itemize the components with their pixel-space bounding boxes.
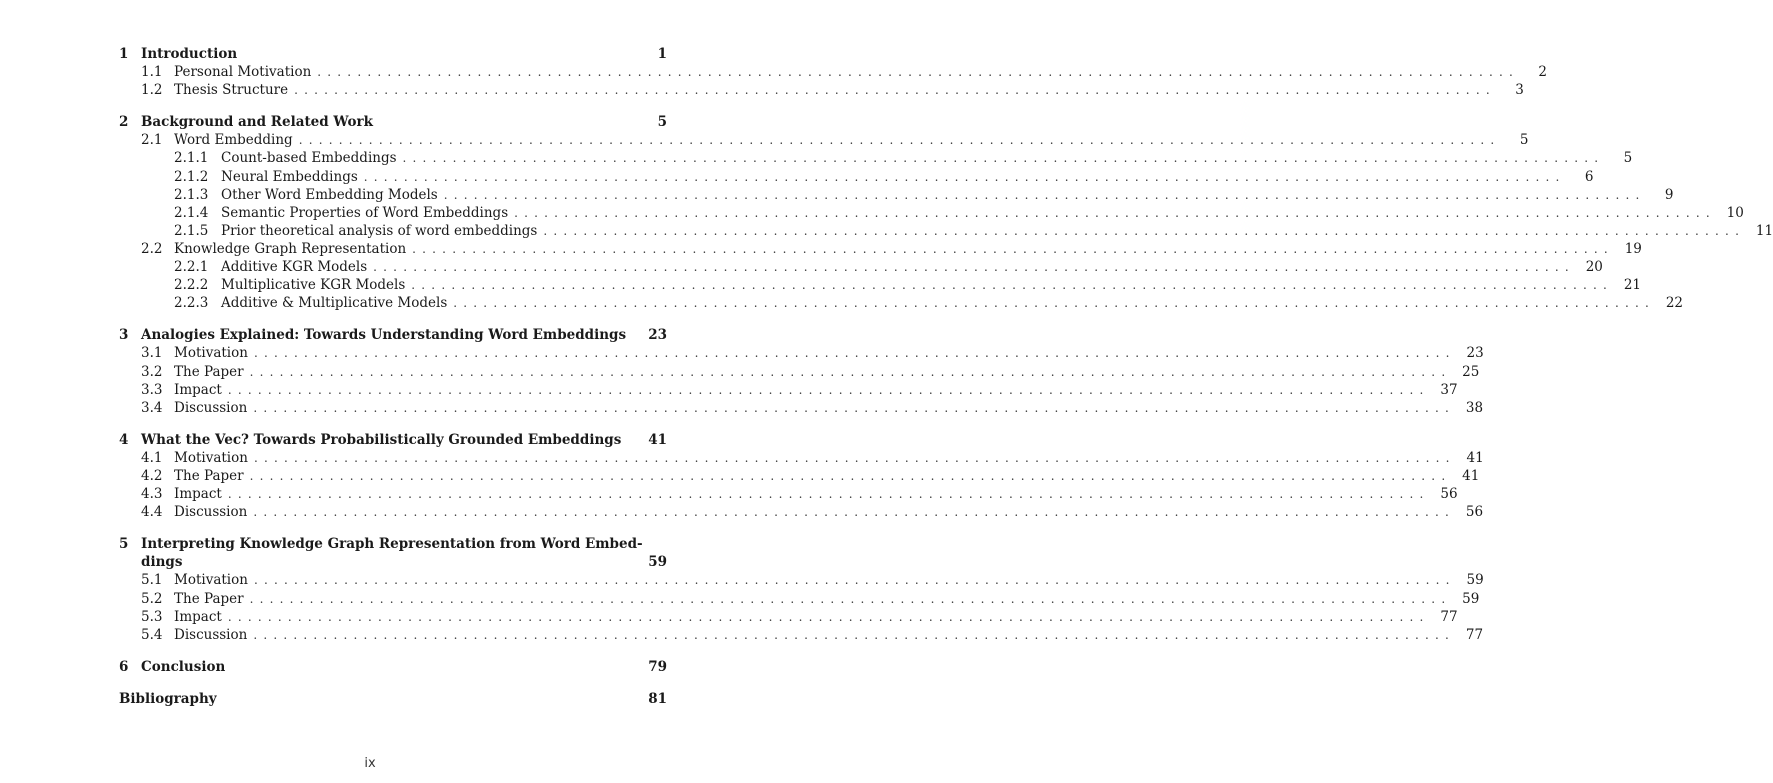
dot-leader: ........................................................................................................................ [253, 505, 1456, 520]
subsection-number: 2.1.1 [174, 150, 209, 167]
page-number: 23 [648, 327, 667, 344]
section-title: Motivation [174, 572, 248, 589]
dot-leader: ........................................................................................................................ [249, 468, 1452, 483]
page-number: 21 [1623, 277, 1642, 294]
chapter-title-line1: Interpreting Knowledge Graph Representation from Word Embed- [141, 536, 643, 553]
dot-leader: ........................................................................................................................ [412, 241, 1614, 256]
section-title: Motivation [174, 345, 248, 362]
chapter-6 [119, 658, 667, 676]
dot-leader: ........................................................................................................................ [253, 400, 1456, 415]
page-number: 59 [1466, 572, 1484, 589]
page-number: 6 [1584, 168, 1594, 185]
toc-section-entry[interactable] [119, 571, 1484, 589]
dot-leader: ........................................................................................................................ [317, 65, 1519, 80]
chapter-number: 4 [119, 431, 129, 448]
toc-chapter-entry[interactable] [119, 326, 667, 344]
dot-leader: ........................................................................................................................ [363, 169, 1566, 184]
page-number: 77 [1465, 626, 1484, 643]
page-number: 25 [1462, 363, 1480, 380]
page-number: 10 [1726, 204, 1744, 221]
toc-section-entry[interactable] [119, 503, 1484, 521]
dot-leader: ........................................................................................................................ [411, 278, 1614, 293]
toc-section-entry[interactable] [119, 399, 1484, 417]
dot-leader: ........................................................................................................................ [249, 591, 1452, 606]
dot-leader: ........................................................................................................................ [253, 450, 1456, 465]
toc-section-entry[interactable] [119, 449, 1484, 467]
subsection-title: Neural Embeddings [221, 168, 358, 185]
dot-leader: ........................................................................................................................ [249, 364, 1452, 379]
page-number: 20 [1585, 259, 1603, 276]
subsection-title: Prior theoretical analysis of word embeddings [221, 222, 538, 239]
subsection-number: 2.2.3 [174, 295, 209, 312]
dot-leader: ........................................................................................................................ [443, 187, 1646, 202]
page-number: 38 [1465, 399, 1484, 416]
page-number: 11 [1755, 222, 1773, 239]
chapter-title: Conclusion [141, 658, 226, 675]
page-number: 1 [657, 46, 667, 62]
page-number: 59 [1462, 590, 1480, 607]
page-number: 41 [1466, 449, 1484, 466]
subsection-title: Multiplicative KGR Models [221, 277, 406, 294]
dot-leader: ........................................................................................................................ [227, 382, 1430, 397]
section-title: Personal Motivation [174, 64, 312, 81]
chapter-2 [119, 113, 1773, 312]
chapter-number: 2 [119, 114, 129, 131]
toc-section-entry[interactable] [119, 467, 1480, 485]
toc-section-entry[interactable] [119, 485, 1458, 503]
chapter-number: 3 [119, 327, 129, 344]
dot-leader: ........................................................................................................................ [373, 260, 1575, 275]
toc-chapter-entry[interactable] [119, 658, 667, 676]
toc-chapter-entry[interactable] [119, 113, 667, 131]
section-number: 1.2 [141, 82, 163, 99]
page-number: 2 [1538, 64, 1547, 81]
toc-section-entry[interactable] [119, 63, 1547, 81]
dot-leader: ........................................................................................................................ [294, 83, 1496, 98]
toc-section-entry[interactable] [119, 240, 1642, 258]
bibliography [119, 690, 667, 708]
toc-section-entry[interactable] [119, 344, 1484, 362]
toc-section-entry[interactable] [119, 626, 1484, 644]
subsection-title: Semantic Properties of Word Embeddings [221, 204, 509, 221]
toc-chapter-entry[interactable] [119, 431, 667, 449]
page-number: 22 [1665, 295, 1683, 312]
dot-leader: ........................................................................................................................ [227, 609, 1430, 624]
dot-leader: ........................................................................................................................ [253, 627, 1456, 642]
toc-subsection-entry[interactable] [119, 204, 1744, 222]
toc-subsection-entry[interactable] [119, 168, 1594, 186]
page-number: 9 [1664, 186, 1674, 203]
section-number: 4.3 [141, 486, 163, 503]
section-title: Discussion [174, 504, 248, 521]
dot-leader: ........................................................................................................................ [253, 573, 1456, 588]
page-number: 37 [1440, 381, 1458, 398]
table-of-contents [119, 45, 1773, 722]
section-title: Impact [174, 486, 222, 503]
toc-chapter-entry[interactable] [119, 535, 667, 571]
section-number: 5.3 [141, 608, 163, 625]
section-title: Discussion [174, 626, 248, 643]
bibliography-title: Bibliography [119, 690, 217, 707]
toc-bibliography-entry[interactable] [119, 690, 667, 708]
chapter-3 [119, 326, 1484, 416]
toc-subsection-entry[interactable] [119, 276, 1642, 294]
section-title: Word Embedding [174, 132, 293, 149]
dot-leader: ........................................................................................................................ [298, 133, 1501, 148]
chapter-number: 1 [119, 46, 129, 62]
toc-section-entry[interactable] [119, 381, 1458, 399]
chapter-title-line2: dings [141, 554, 183, 571]
subsection-number: 2.1.2 [174, 168, 209, 185]
section-number: 5.2 [141, 590, 163, 607]
subsection-title: Additive KGR Models [221, 259, 368, 276]
dot-leader: ........................................................................................................................ [253, 346, 1456, 361]
chapter-number: 5 [119, 536, 129, 553]
section-number: 4.2 [141, 467, 163, 484]
page-number: 56 [1440, 486, 1458, 503]
toc-subsection-entry[interactable] [119, 186, 1674, 204]
section-title: The Paper [174, 363, 244, 380]
chapter-title: Introduction [141, 46, 238, 62]
section-title: Impact [174, 381, 222, 398]
section-number: 3.4 [141, 399, 163, 416]
page-number: 77 [1440, 608, 1458, 625]
subsection-number: 2.1.5 [174, 222, 209, 239]
dot-leader: ........................................................................................................................ [514, 205, 1716, 220]
subsection-number: 2.1.3 [174, 186, 209, 203]
page-number: 5 [1519, 132, 1529, 149]
section-number: 3.1 [141, 345, 163, 362]
toc-subsection-entry[interactable] [119, 258, 1603, 276]
section-number: 1.1 [141, 64, 163, 81]
toc-section-entry[interactable] [119, 131, 1529, 149]
section-title: The Paper [174, 467, 244, 484]
subsection-title: Count-based Embeddings [221, 150, 397, 167]
section-number: 3.2 [141, 363, 163, 380]
chapter-5 [119, 535, 1484, 644]
section-title: Thesis Structure [174, 82, 289, 99]
toc-chapter-entry[interactable] [119, 45, 667, 63]
page-number: 59 [648, 554, 667, 571]
section-title: Knowledge Graph Representation [174, 240, 407, 257]
toc-section-entry[interactable] [119, 590, 1480, 608]
chapter-title: Background and Related Work [141, 114, 373, 131]
section-title: Motivation [174, 449, 248, 466]
subsection-number: 2.1.4 [174, 204, 209, 221]
toc-section-entry[interactable] [119, 608, 1458, 626]
section-number: 3.3 [141, 381, 163, 398]
chapter-title: What the Vec? Towards Probabilistically Grounded Embeddings [141, 431, 622, 448]
dot-leader: ........................................................................................................................ [402, 151, 1605, 166]
section-title: Impact [174, 608, 222, 625]
dot-leader: ........................................................................................................................ [453, 296, 1655, 311]
subsection-number: 2.2.2 [174, 277, 209, 294]
page-number: 19 [1624, 240, 1642, 257]
page-number: 3 [1515, 82, 1524, 99]
section-number: 5.1 [141, 572, 163, 589]
section-title: The Paper [174, 590, 244, 607]
page-number: 23 [1466, 345, 1484, 362]
chapter-4 [119, 431, 1484, 521]
section-number: 5.4 [141, 626, 163, 643]
page-number: 79 [648, 658, 667, 675]
section-number: 2.2 [141, 240, 163, 257]
toc-subsection-entry[interactable] [119, 149, 1633, 167]
subsection-number: 2.2.1 [174, 259, 209, 276]
section-number: 4.1 [141, 449, 163, 466]
page-number: 56 [1465, 504, 1484, 521]
subsection-title: Other Word Embedding Models [221, 186, 438, 203]
page-footer-number: ix [364, 756, 376, 771]
section-number: 4.4 [141, 504, 163, 521]
chapter-number: 6 [119, 658, 129, 675]
dot-leader: ........................................................................................................................ [227, 487, 1430, 502]
toc-subsection-entry[interactable] [119, 222, 1773, 240]
toc-section-entry[interactable] [119, 81, 1524, 99]
page-number: 41 [648, 431, 667, 448]
section-number: 2.1 [141, 132, 163, 149]
page-number: 5 [1623, 150, 1633, 167]
page-number: 41 [1462, 467, 1480, 484]
toc-subsection-entry[interactable] [119, 294, 1683, 312]
page-number: 5 [657, 114, 667, 131]
chapter-title: Analogies Explained: Towards Understanding Word Embeddings [141, 327, 627, 344]
subsection-title: Additive & Multiplicative Models [221, 295, 448, 312]
chapter-1 [119, 45, 1547, 99]
dot-leader: ........................................................................................................................ [543, 223, 1746, 238]
section-title: Discussion [174, 399, 248, 416]
page-number: 81 [648, 690, 667, 707]
toc-section-entry[interactable] [119, 363, 1480, 381]
